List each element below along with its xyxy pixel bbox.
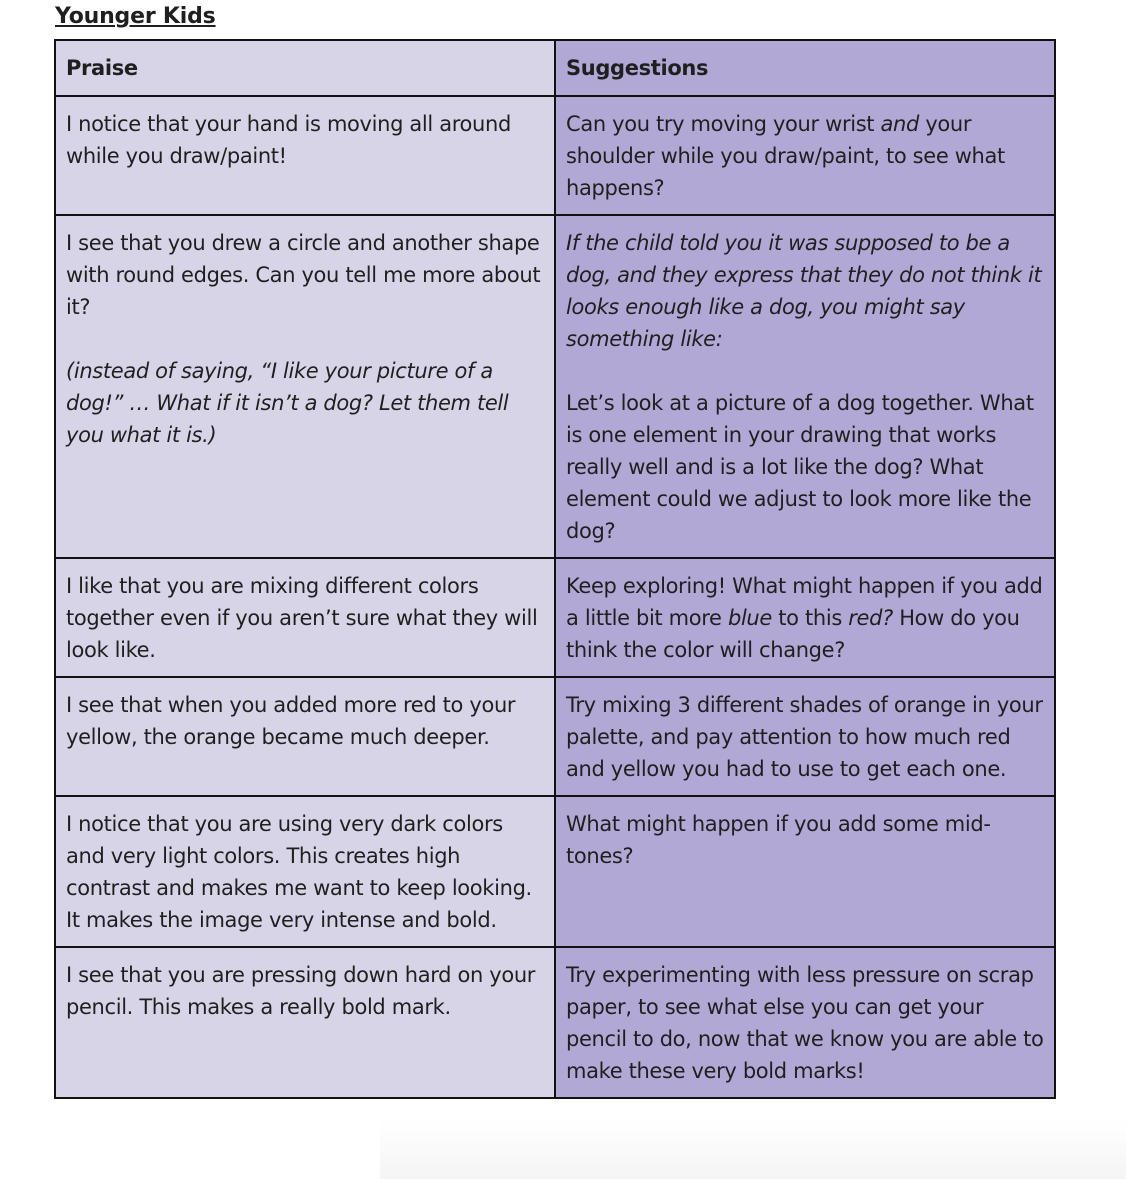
table-row bbox=[55, 215, 1055, 558]
praise-cell bbox=[55, 677, 555, 796]
cell-text: Keep exploring! What might happen if you add a little bit more bbox=[566, 574, 1043, 630]
cell-paragraph bbox=[566, 959, 1044, 1087]
suggestion-cell bbox=[555, 96, 1055, 215]
praise-cell bbox=[55, 947, 555, 1098]
suggestion-cell bbox=[555, 947, 1055, 1098]
cell-paragraph bbox=[566, 689, 1044, 785]
page-title: Younger Kids bbox=[55, 4, 216, 29]
suggestion-cell bbox=[555, 796, 1055, 947]
cell-paragraph bbox=[566, 387, 1044, 547]
cell-text: I see that you drew a circle and another shape with round edges. Can you tell me more about it? bbox=[66, 231, 541, 319]
italic-text: If the child told you it was supposed to be a dog, and they express that they do not think it looks enough like a dog, you might say something like: bbox=[566, 231, 1042, 351]
praise-cell bbox=[55, 215, 555, 558]
suggestion-cell bbox=[555, 677, 1055, 796]
italic-text: (instead of saying, “I like your picture of a dog!” … What if it isn’t a dog? Let them tell you what it is.) bbox=[66, 359, 509, 447]
cell-paragraph bbox=[566, 570, 1044, 666]
cell-paragraph bbox=[66, 227, 544, 323]
cell-paragraph bbox=[66, 108, 544, 172]
cell-text: your shoulder while you draw/paint, to see what happens? bbox=[566, 112, 1005, 200]
cell-paragraph bbox=[566, 227, 1044, 355]
praise-cell bbox=[55, 96, 555, 215]
suggestion-cell bbox=[555, 215, 1055, 558]
table-row bbox=[55, 558, 1055, 677]
table-row bbox=[55, 947, 1055, 1098]
cell-paragraph bbox=[66, 808, 544, 936]
table-body bbox=[55, 96, 1055, 1098]
table-row bbox=[55, 796, 1055, 947]
cell-paragraph bbox=[66, 570, 544, 666]
suggestions-column-header: Suggestions bbox=[555, 40, 1055, 96]
cell-text: Can you try moving your wrist bbox=[566, 112, 881, 136]
cell-text: I notice that your hand is moving all around while you draw/paint! bbox=[66, 112, 511, 168]
cell-text: Try mixing 3 different shades of orange in your palette, and pay attention to how much red and yellow you had to use to get each one. bbox=[566, 693, 1043, 781]
cell-text: Try experimenting with less pressure on scrap paper, to see what else you can get your pencil to do, now that we know you are able to make these very bold marks! bbox=[566, 963, 1044, 1083]
cell-text: I like that you are mixing different colors together even if you aren’t sure what they will look like. bbox=[66, 574, 538, 662]
table-row bbox=[55, 677, 1055, 796]
cell-paragraph bbox=[566, 108, 1044, 204]
cell-text: What might happen if you add some mid-tones? bbox=[566, 812, 991, 868]
praise-cell bbox=[55, 796, 555, 947]
cell-text: How do you think the color will change? bbox=[566, 606, 1020, 662]
cell-text: I see that you are pressing down hard on your pencil. This makes a really bold mark. bbox=[66, 963, 536, 1019]
italic-text: blue bbox=[727, 606, 772, 630]
italic-text: red? bbox=[848, 606, 893, 630]
paragraph-gap bbox=[66, 323, 544, 355]
cell-text: I notice that you are using very dark colors and very light colors. This creates high contrast and makes me want to keep looking. It makes the image very intense and bold. bbox=[66, 812, 532, 932]
praise-column-header: Praise bbox=[55, 40, 555, 96]
italic-text: and bbox=[880, 112, 919, 136]
cell-text: I see that when you added more red to your yellow, the orange became much deeper. bbox=[66, 693, 516, 749]
paragraph-gap bbox=[566, 355, 1044, 387]
cell-text: Let’s look at a picture of a dog together. What is one element in your drawing that works really well and is a lot like the dog? What element could we adjust to look more like the dog? bbox=[566, 391, 1034, 543]
table-row bbox=[55, 96, 1055, 215]
cell-paragraph bbox=[66, 689, 544, 753]
praise-cell bbox=[55, 558, 555, 677]
cell-text: to this bbox=[771, 606, 849, 630]
cell-paragraph bbox=[66, 959, 544, 1023]
suggestion-cell bbox=[555, 558, 1055, 677]
table-header-row bbox=[55, 40, 1055, 96]
cell-paragraph bbox=[66, 355, 544, 451]
cell-paragraph bbox=[566, 808, 1044, 872]
feedback-table bbox=[54, 39, 1056, 1099]
page-shadow bbox=[380, 1119, 1126, 1179]
